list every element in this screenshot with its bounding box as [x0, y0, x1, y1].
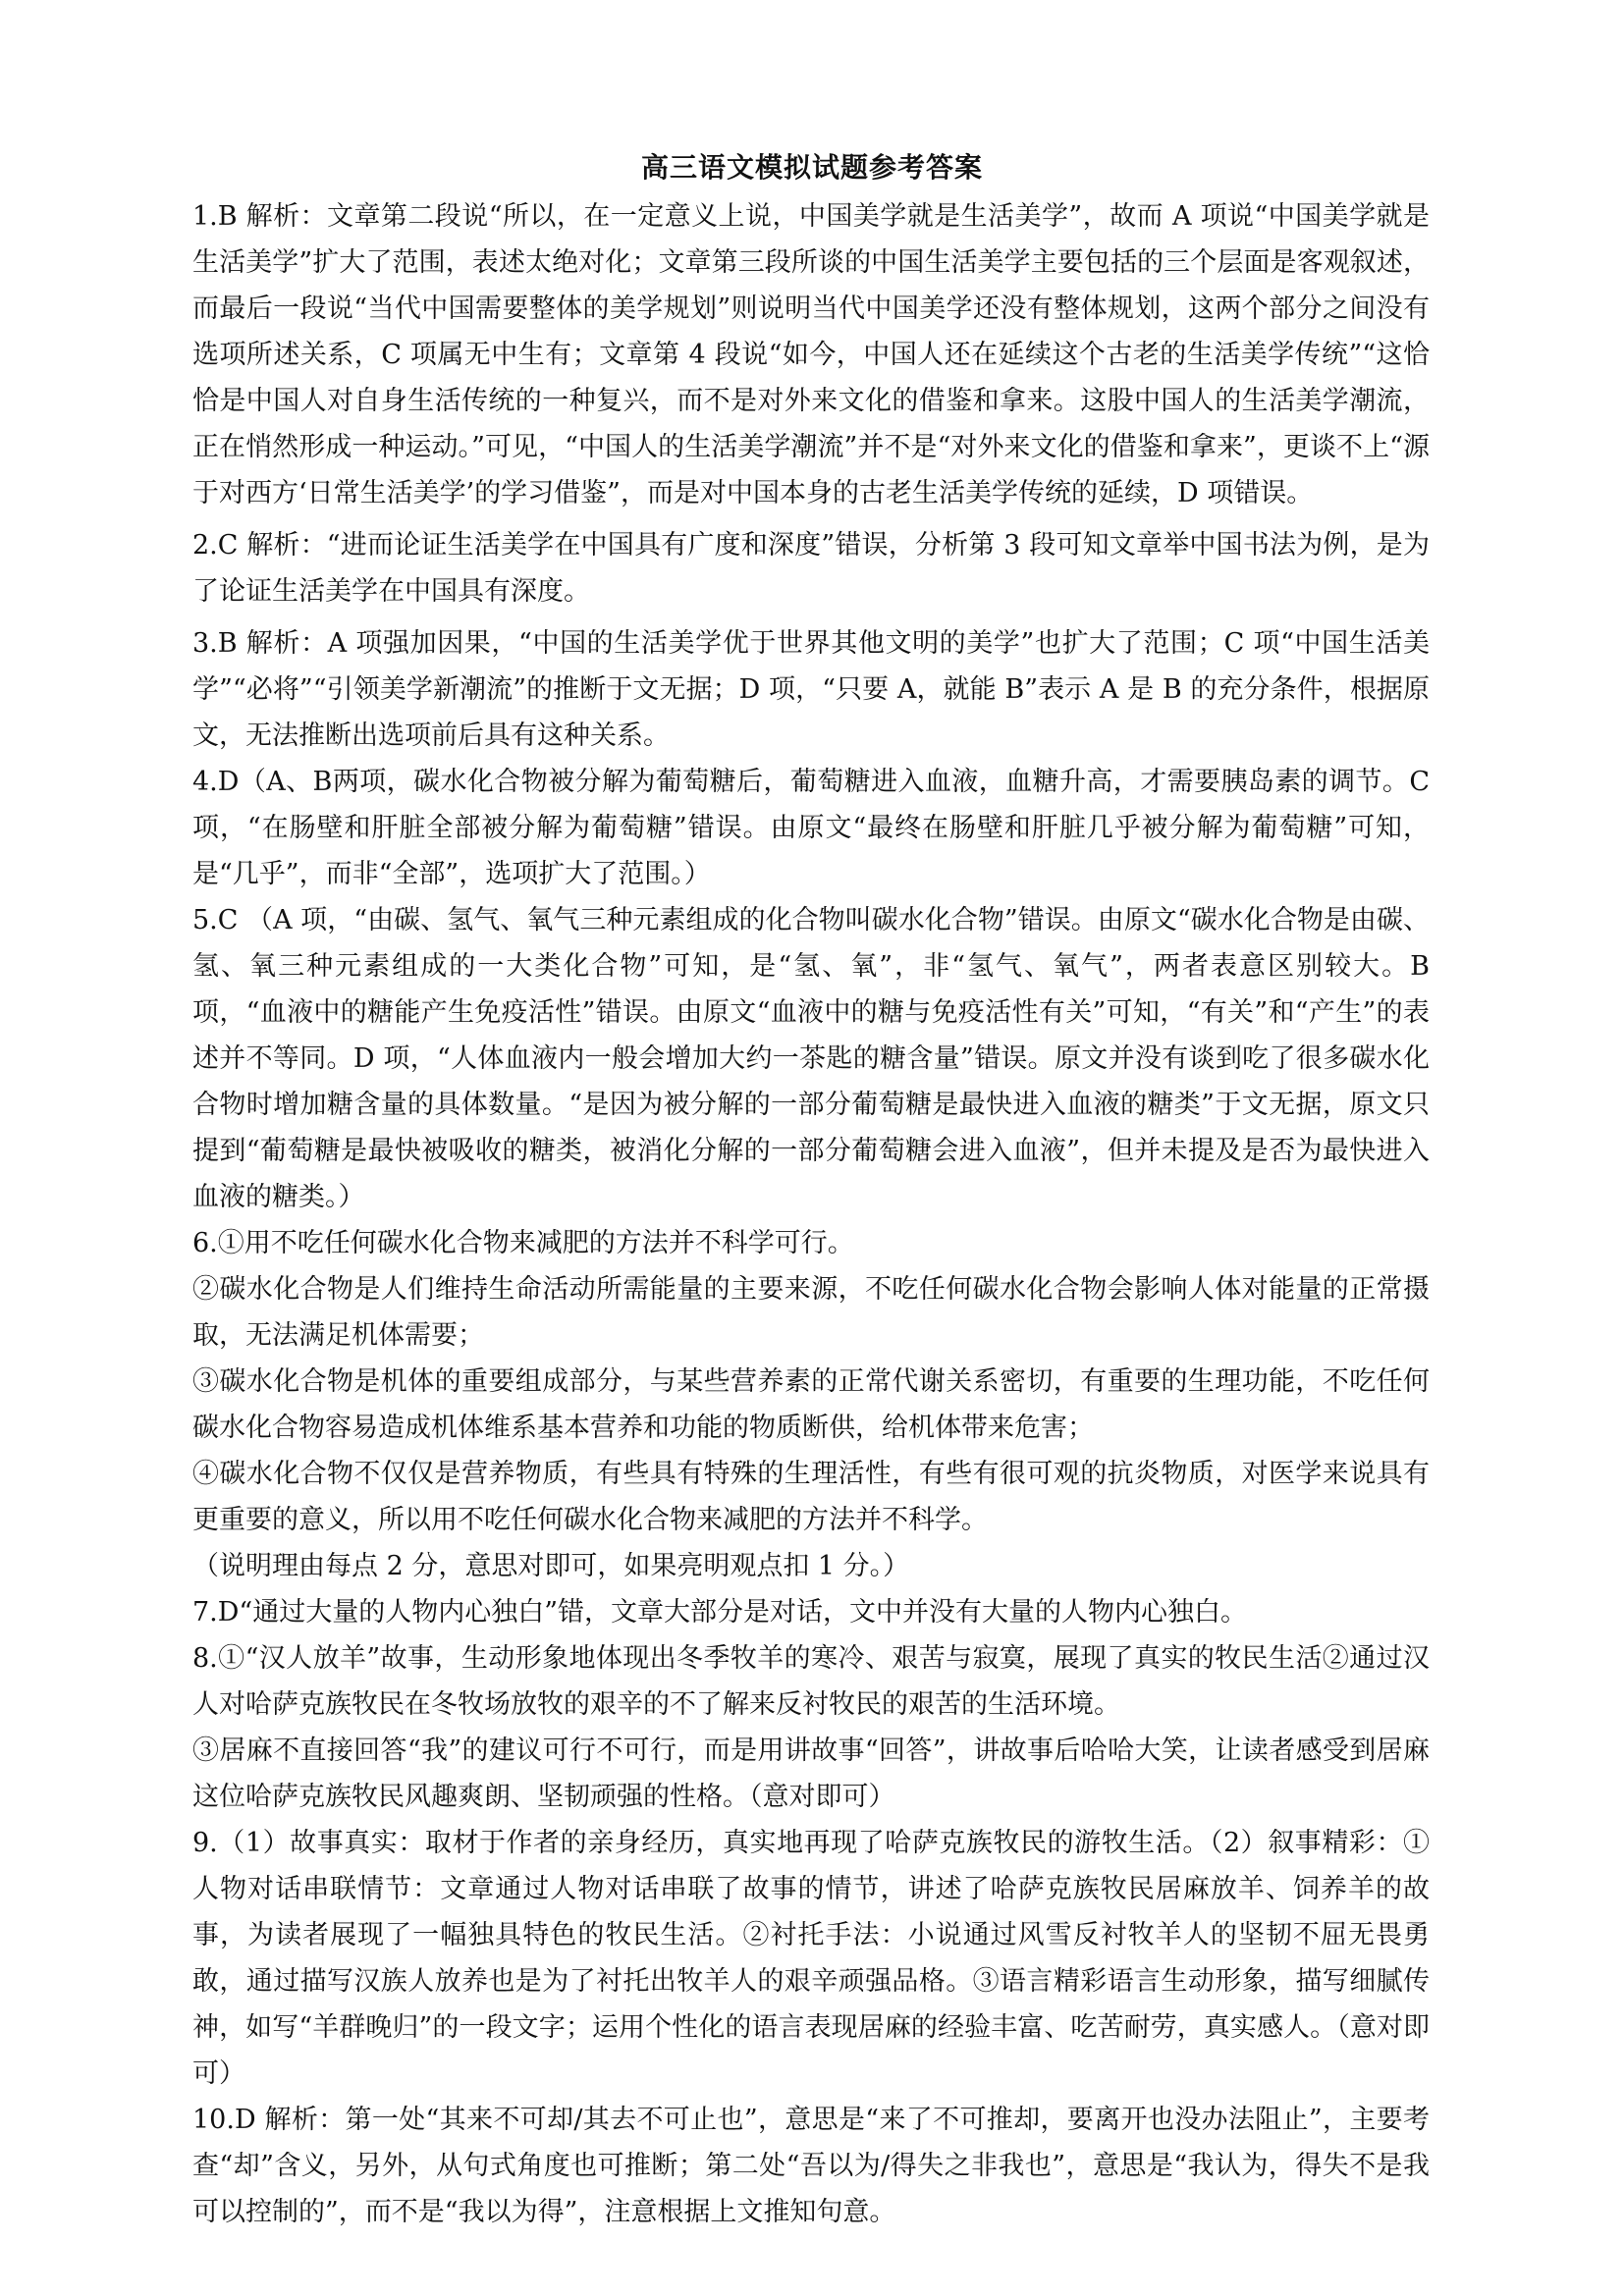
answer-6-point-4: ④碳水化合物不仅仅是营养物质，有些具有特殊的生理活性，有些有很可观的抗炎物质，对医学来说具有更重要的意义，所以用不吃任何碳水化合物来减肥的方法并不科学。: [192, 1459, 1430, 1535]
answer-5: 5.C （A 项，“由碳、氢气、氧气三种元素组成的化合物叫碳水化合物”错误。由原文“碳水化合物是由碳、氢、氧三种元素组成的一大类化合物”可知，是“氢、氧”，非“氢气、氧气”，两者表意区别较大。B 项，“血液中的糖能产生免疫活性”错误。由原文“血液中的糖与免疫活性有关”可知，“有关”和“产生”的表述并不等同。D 项，“人体血液内一般会增加大约一茶匙的糖含量”错误。原文并没有谈到吃了很多碳水化合物时增加糖含量的具体数量。“是因为被分解的一部分葡萄糖是最快进入血液的糖类”于文无据，原文只提到“葡萄糖是最快被吸收的糖类，被消化分解的一部分葡萄糖会进入血液”，但并未提及是否为最快进入血液的糖类。）: [192, 905, 1430, 1212]
answer-6-scoring-note: （说明理由每点 2 分，意思对即可，如果亮明观点扣 1 分。）: [192, 1551, 910, 1581]
answer-4: 4.D（A、B两项，碳水化合物被分解为葡萄糖后，葡萄糖进入血液，血糖升高，才需要胰岛素的调节。C 项，“在肠壁和肝脏全部被分解为葡萄糖”错误。由原文“最终在肠壁和肝脏几乎被分解为葡萄糖”可知，是“几乎”，而非“全部”，选项扩大了范围。）: [192, 767, 1430, 889]
answer-list: [192, 193, 1430, 2235]
answer-6-point-2: ②碳水化合物是人们维持生命活动所需能量的主要来源，不吃任何碳水化合物会影响人体对能量的正常摄取，无法满足机体需要；: [192, 1274, 1430, 1351]
answer-9: 9.（1）故事真实：取材于作者的亲身经历，真实地再现了哈萨克族牧民的游牧生活。（2）叙事精彩：①人物对话串联情节：文章通过人物对话串联了故事的情节，讲述了哈萨克族牧民居麻放羊、饲养羊的故事，为读者展现了一幅独具特色的牧民生活。②衬托手法：小说通过风雪反衬牧羊人的坚韧不屈无畏勇敢，通过描写汉族人放养也是为了衬托出牧羊人的艰辛顽强品格。③语言精彩语言生动形象，描写细腻传神，如写“羊群晚归”的一段文字；运用个性化的语言表现居麻的经验丰富、吃苦耐劳，真实感人。（意对即可）: [192, 1828, 1430, 2089]
answer-2: 2.C 解析：“进而论证生活美学在中国具有广度和深度”错误，分析第 3 段可知文章举中国书法为例，是为了论证生活美学在中国具有深度。: [192, 530, 1430, 607]
answer-8-point-3: ③居麻不直接回答“我”的建议可行不可行，而是用讲故事“回答”，讲故事后哈哈大笑，让读者感受到居麻这位哈萨克族牧民风趣爽朗、坚韧顽强的性格。（意对即可）: [192, 1735, 1430, 1812]
page-title: 高三语文模拟试题参考答案: [640, 151, 983, 184]
answer-1: 1.B 解析：文章第二段说“所以，在一定意义上说，中国美学就是生活美学”，故而 A 项说“中国美学就是生活美学”扩大了范围，表述太绝对化；文章第三段所谈的中国生活美学主要包括的三个层面是客观叙述，而最后一段说“当代中国需要整体的美学规划”则说明当代中国美学还没有整体规划，这两个部分之间没有选项所述关系，C 项属无中生有；文章第 4 段说“如今，中国人还在延续这个古老的生活美学传统”“这恰恰是中国人对自身生活传统的一种复兴，而不是对外来文化的借鉴和拿来。这股中国人的生活美学潮流，正在悄然形成一种运动。”可见，“中国人的生活美学潮流”并不是“对外来文化的借鉴和拿来”，更谈不上“源于对西方‘日常生活美学’的学习借鉴”，而是对中国本身的古老生活美学传统的延续，D 项错误。: [192, 201, 1430, 508]
answer-3: 3.B 解析：A 项强加因果，“中国的生活美学优于世界其他文明的美学”也扩大了范围；C 项“中国生活美学”“必将”“引领美学新潮流”的推断于文无据；D 项，“只要 A，就能 B”表示 A 是 B 的充分条件，根据原文，无法推断出选项前后具有这种关系。: [192, 628, 1430, 751]
answer-8: 8.①“汉人放羊”故事，生动形象地体现出冬季牧羊的寒冷、艰苦与寂寞，展现了真实的牧民生活②通过汉人对哈萨克族牧民在冬牧场放牧的艰辛的不了解来反衬牧民的艰苦的生活环境。: [192, 1643, 1430, 1720]
answer-6-intro: 6.①用不吃任何碳水化合物来减肥的方法并不科学可行。: [192, 1228, 854, 1258]
answer-6-point-3: ③碳水化合物是机体的重要组成部分，与某些营养素的正常代谢关系密切，有重要的生理功能，不吃任何碳水化合物容易造成机体维系基本营养和功能的物质断供，给机体带来危害；: [192, 1366, 1430, 1443]
answer-10: 10.D 解析：第一处“其来不可却/其去不可止也”，意思是“来了不可推却，要离开也没办法阻止”，主要考查“却”含义，另外，从句式角度也可推断；第二处“吾以为/得失之非我也”，意思是“我认为，得失不是我可以控制的”，而不是“我以为得”，注意根据上文推知句意。: [192, 2105, 1430, 2227]
answer-7: 7.D“通过大量的人物内心独白”错，文章大部分是对话，文中并没有大量的人物内心独白。: [192, 1597, 1248, 1628]
